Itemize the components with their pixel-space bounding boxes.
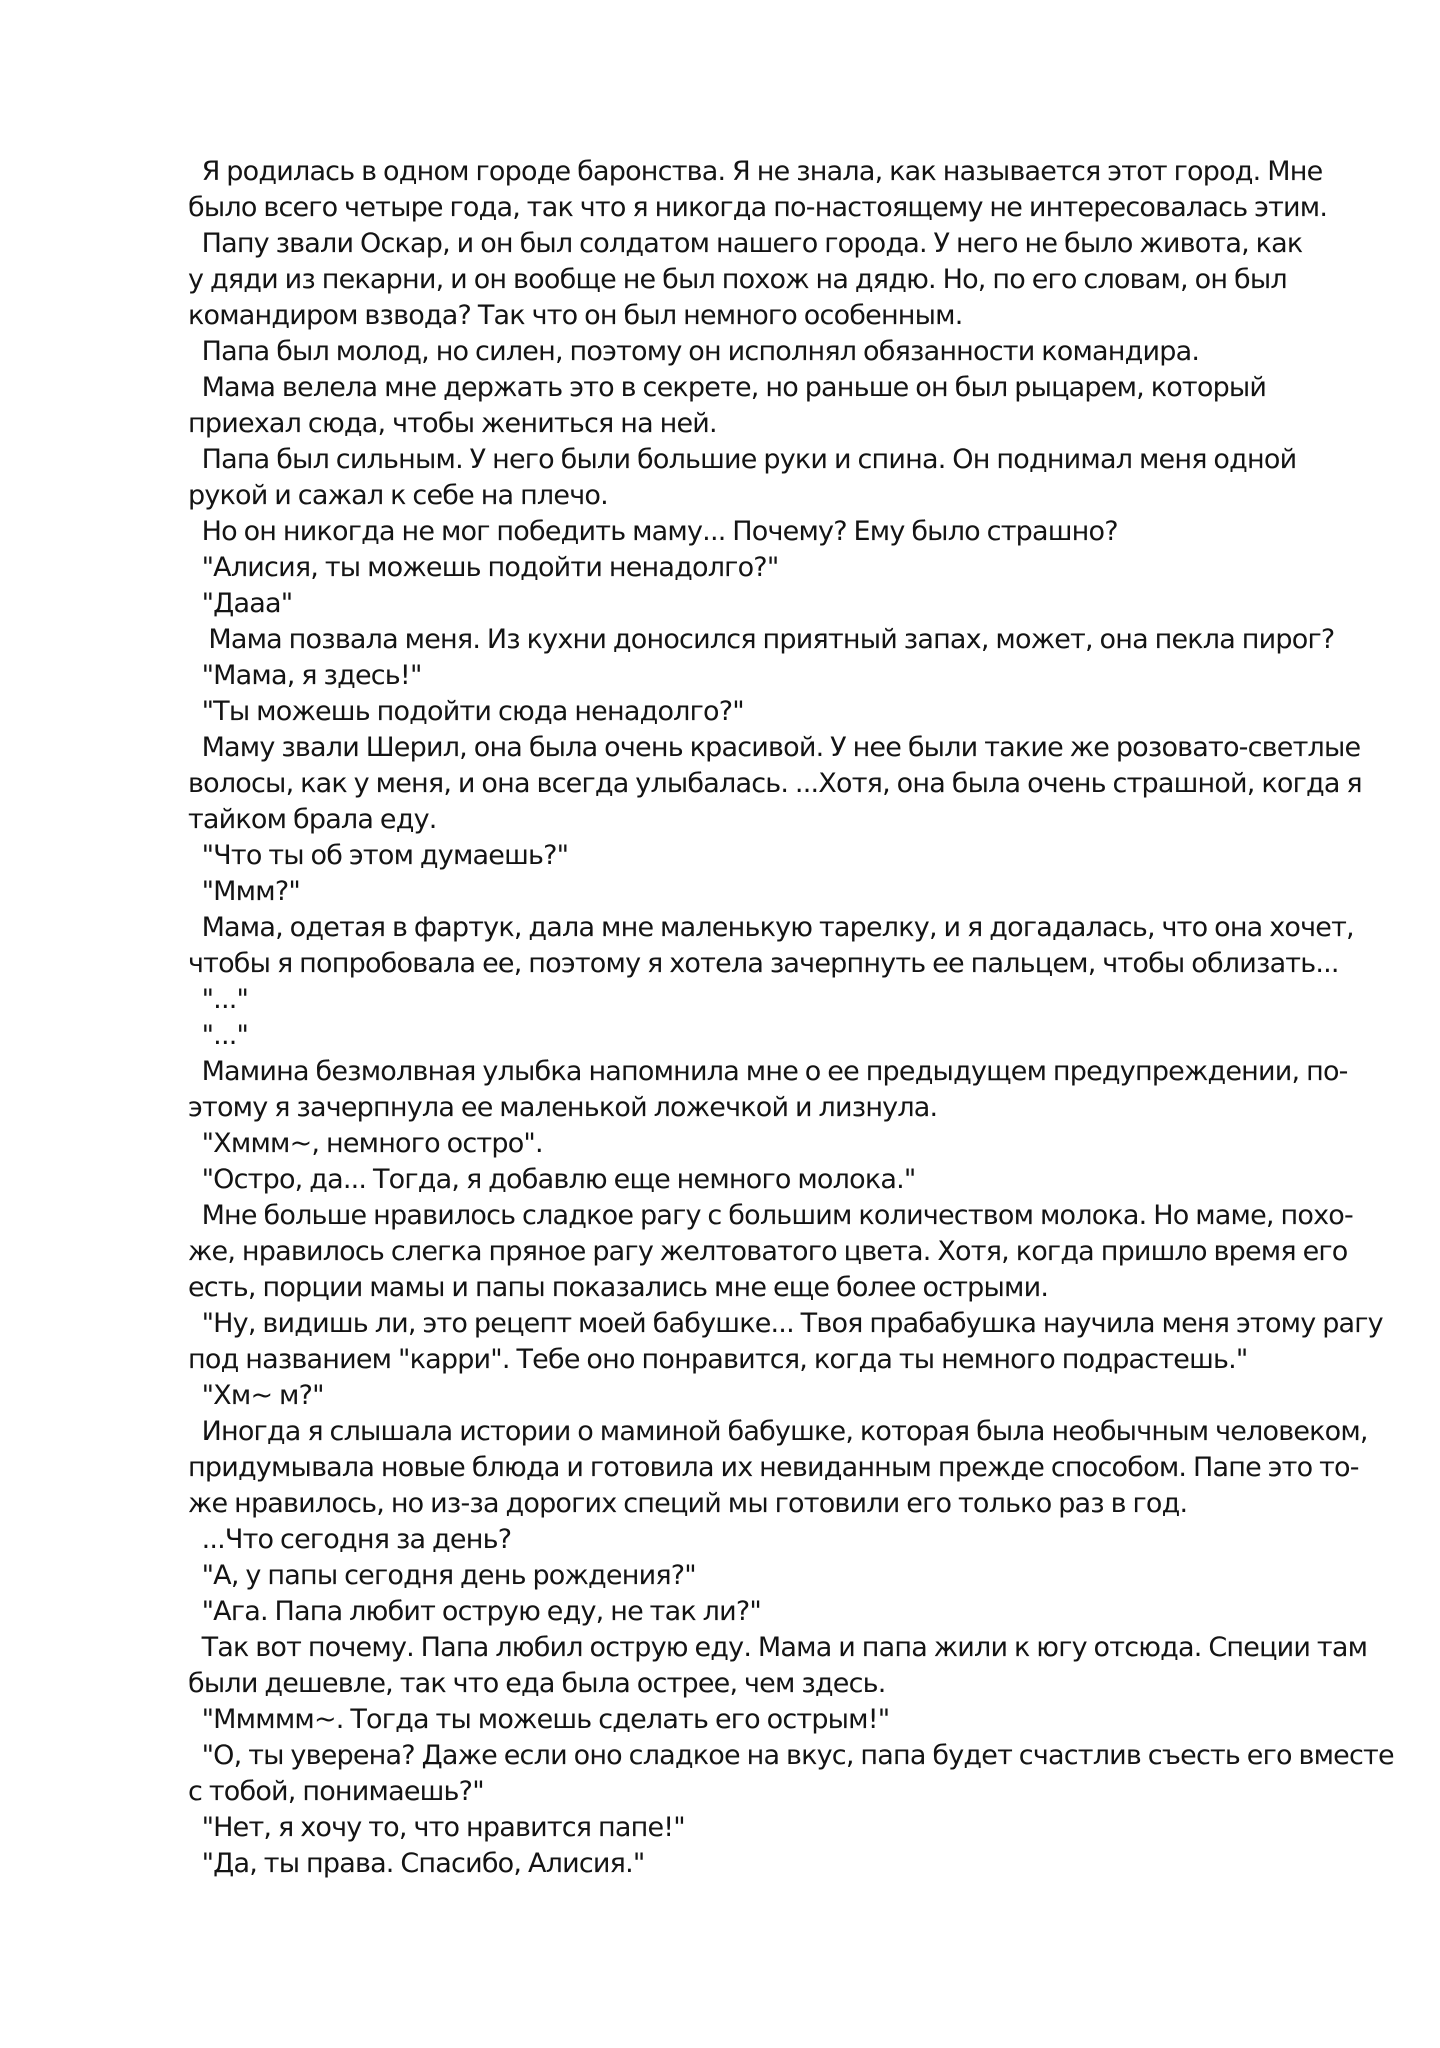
text-line: Папа был сильным. У него были большие руки и спина. Он поднимал меня одной xyxy=(188,444,1297,475)
text-line: приехал сюда, чтобы жениться на ней. xyxy=(188,408,717,439)
text-line: Маму звали Шерил, она была очень красивой. У нее были такие же розовато-светлые xyxy=(188,732,1361,763)
text-line: "Алисия, ты можешь подойти ненадолго?" xyxy=(188,552,779,583)
text-line: тайком брала еду. xyxy=(188,804,437,835)
text-line: этому я зачерпнула ее маленькой ложечкой и лизнула. xyxy=(188,1092,938,1123)
text-line: Мама, одетая в фартук, дала мне маленькую тарелку, и я догадалась, что она хочет, xyxy=(188,912,1354,943)
text-line: "А, у папы сегодня день рождения?" xyxy=(188,1560,696,1591)
text-line: Папа был молод, но силен, поэтому он исполнял обязанности командира. xyxy=(188,336,1200,367)
text-line: "Нет, я хочу то, что нравится папе!" xyxy=(188,1812,685,1843)
text-line: "Ты можешь подойти сюда ненадолго?" xyxy=(188,696,744,727)
text-line: Но он никогда не мог победить маму... Почему? Ему было страшно? xyxy=(188,516,1118,547)
text-line: "Мама, я здесь!" xyxy=(188,660,422,691)
text-line: Иногда я слышала истории о маминой бабушке, которая была необычным человеком, xyxy=(188,1416,1368,1447)
text-line: под названием "карри". Тебе оно понравится, когда ты немного подрастешь." xyxy=(188,1344,1248,1375)
text-line: "Ага. Папа любит острую еду, не так ли?" xyxy=(188,1596,761,1627)
text-line: "Что ты об этом думаешь?" xyxy=(188,840,569,871)
text-line: есть, порции мамы и папы показались мне еще более острыми. xyxy=(188,1272,1049,1303)
text-line: "..." xyxy=(188,984,249,1015)
text-line: Так вот почему. Папа любил острую еду. Мама и папа жили к югу отсюда. Специи там xyxy=(188,1632,1368,1663)
text-line: "Дааа" xyxy=(188,588,293,619)
text-line: "О, ты уверена? Даже если оно сладкое на вкус, папа будет счастлив съесть его вместе xyxy=(188,1740,1394,1771)
text-line: чтобы я попробовала ее, поэтому я хотела зачерпнуть ее пальцем, чтобы облизать... xyxy=(188,948,1339,979)
text-line: Мамина безмолвная улыбка напомнила мне о ее предыдущем предупреждении, по- xyxy=(188,1056,1348,1087)
text-line: "Хммм~, немного остро". xyxy=(188,1128,543,1159)
text-line: придумывала новые блюда и готовила их невиданным прежде способом. Папе это то- xyxy=(188,1452,1359,1483)
text-line: Мама позвала меня. Из кухни доносился приятный запах, может, она пекла пирог? xyxy=(188,624,1335,655)
text-line: были дешевле, так что еда была острее, чем здесь. xyxy=(188,1668,886,1699)
text-line: же нравилось, но из-за дорогих специй мы готовили его только раз в год. xyxy=(188,1488,1188,1519)
text-line: Я родилась в одном городе баронства. Я не знала, как называется этот город. Мне xyxy=(188,156,1323,187)
text-line: же, нравилось слегка пряное рагу желтоватого цвета. Хотя, когда пришло время его xyxy=(188,1236,1348,1267)
text-line: "Хм~ м?" xyxy=(188,1380,324,1411)
text-line: волосы, как у меня, и она всегда улыбалась. ...Хотя, она была очень страшной, когда я xyxy=(188,768,1362,799)
text-line: "Ну, видишь ли, это рецепт моей бабушке... Твоя прабабушка научила меня этому рагу xyxy=(188,1308,1383,1339)
text-line: "Остро, да... Тогда, я добавлю еще немного молока." xyxy=(188,1164,916,1195)
text-line: "Ммммм~. Тогда ты можешь сделать его острым!" xyxy=(188,1704,890,1735)
text-line: "..." xyxy=(188,1020,249,1051)
story-text xyxy=(188,154,1394,1882)
text-line: "Ммм?" xyxy=(188,876,300,907)
text-line: Мне больше нравилось сладкое рагу с большим количеством молока. Но маме, похо- xyxy=(188,1200,1353,1231)
text-line: Папу звали Оскар, и он был солдатом нашего города. У него не было живота, как xyxy=(188,228,1303,259)
text-line: у дяди из пекарни, и он вообще не был похож на дядю. Но, по его словам, он был xyxy=(188,264,1287,295)
text-line: рукой и сажал к себе на плечо. xyxy=(188,480,608,511)
text-line: Мама велела мне держать это в секрете, но раньше он был рыцарем, который xyxy=(188,372,1267,403)
text-line: командиром взвода? Так что он был немного особенным. xyxy=(188,300,963,331)
text-line: ...Что сегодня за день? xyxy=(188,1524,512,1555)
text-line: было всего четыре года, так что я никогда по-настоящему не интересовалась этим. xyxy=(188,192,1328,223)
text-line: с тобой, понимаешь?" xyxy=(188,1776,484,1807)
text-line: "Да, ты права. Спасибо, Алисия." xyxy=(188,1848,645,1879)
